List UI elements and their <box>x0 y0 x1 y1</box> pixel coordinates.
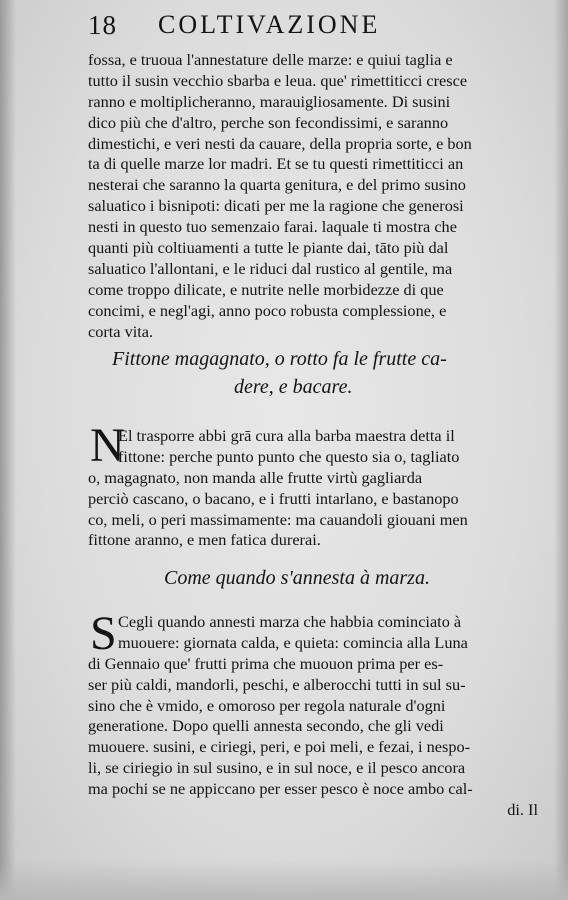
text-line: corta vita. <box>88 321 154 341</box>
text-line: concimi, e negl'agi, anno poco robusta complessione, e <box>88 300 447 320</box>
text-line: di Gennaio que' frutti prima che muouon prima per es- <box>88 653 444 673</box>
text-line: nesti in questo tuo semenzaio farai. laquale ti mostra che <box>88 217 457 237</box>
text-line: Cegli quando annesti marza che habbia cominciato à <box>118 612 462 631</box>
text-line: fittone: perche punto punto che questo sia o, tagliato <box>118 446 460 466</box>
text-line: nesterai che saranno la quarta genitura, e del primo susino <box>88 175 466 195</box>
text-line: saluatico i bisnipoti: dicati per me la ragione che generosi <box>88 196 464 216</box>
heading-line: Come quando s'annesta à marza. <box>164 567 430 589</box>
text-line: muouere: giornata calda, e quieta: comincia alla Luna <box>118 632 468 652</box>
text-line: co, meli, o peri massimamente: ma cauandoli giouani men <box>88 509 468 529</box>
text-line: fittone aranno, e men fatica durerai. <box>88 530 321 550</box>
drop-cap-initial: S <box>90 607 117 660</box>
section-heading-1 <box>88 345 538 401</box>
text-line: fossa, e truoua l'annestature delle marze: e quiui taglia e <box>88 50 453 69</box>
text-line: El trasporre abbi grā cura alla barba maestra detta il <box>118 426 455 445</box>
section-heading-2 <box>88 564 538 592</box>
text-line: generatione. Dopo quelli annesta secondo, che gli vedi <box>88 716 444 736</box>
text-line: li, se ciriegio in sul susino, e in sul noce, e il pesco ancora <box>88 758 466 778</box>
page-number: 18 <box>88 10 117 40</box>
page-header <box>88 10 448 46</box>
drop-cap-initial: N <box>90 419 125 472</box>
page-edge-shadow-bottom <box>0 860 568 900</box>
paragraph-3 <box>88 607 538 821</box>
text-line: come troppo dilicate, e nutrite nelle morbidezze di que <box>88 279 444 299</box>
page-edge-shadow-left <box>0 0 16 900</box>
text-line: quanti più coltiuamenti a tutte le piante dai, tāto più dal <box>88 238 449 258</box>
page-edge-shadow-right <box>554 0 568 900</box>
text-line: saluatico l'allontani, e le riduci dal rustico al gentile, ma <box>88 258 453 278</box>
text-line: ser più caldi, mandorli, peschi, e alberocchi tutti in sul su- <box>88 674 466 694</box>
text-line: o, magagnato, non manda alle frutte virtù gagliarda <box>88 467 423 487</box>
paragraph-1 <box>88 50 538 342</box>
catchword: di. Il <box>507 800 538 820</box>
running-title: COLTIVAZIONE <box>158 10 381 39</box>
text-line: dico più che d'altro, perche son fecondissimi, e saranno <box>88 112 449 132</box>
text-line: dimestichi, e veri nesti da cauare, della propria sorte, e bon <box>88 133 472 153</box>
text-line: tutto il susin vecchio sbarba e leua. que' rimettiticci cresce <box>88 70 468 90</box>
text-line: sino che è vmido, e omoroso per regola naturale d'ogni <box>88 695 446 715</box>
text-line: ranno e moltiplicheranno, marauigliosamente. Di susini <box>88 91 451 111</box>
text-line: ta di quelle marze lor madri. Et se tu questi rimettiticci an <box>88 154 464 174</box>
paragraph-2 <box>88 419 538 551</box>
text-line: perciò cascano, o bacano, e i frutti intarlano, e bastanopo <box>88 488 459 508</box>
heading-line: Fittone magagnato, o rotto fa le frutte ca- <box>112 348 447 370</box>
text-line: ma pochi se ne appiccano per esser pesco è noce ambo cal- <box>88 779 473 799</box>
heading-line: dere, e bacare. <box>234 376 353 398</box>
text-line: muouere. susini, e ciriegi, peri, e poi meli, e fezai, i nespo- <box>88 737 471 757</box>
